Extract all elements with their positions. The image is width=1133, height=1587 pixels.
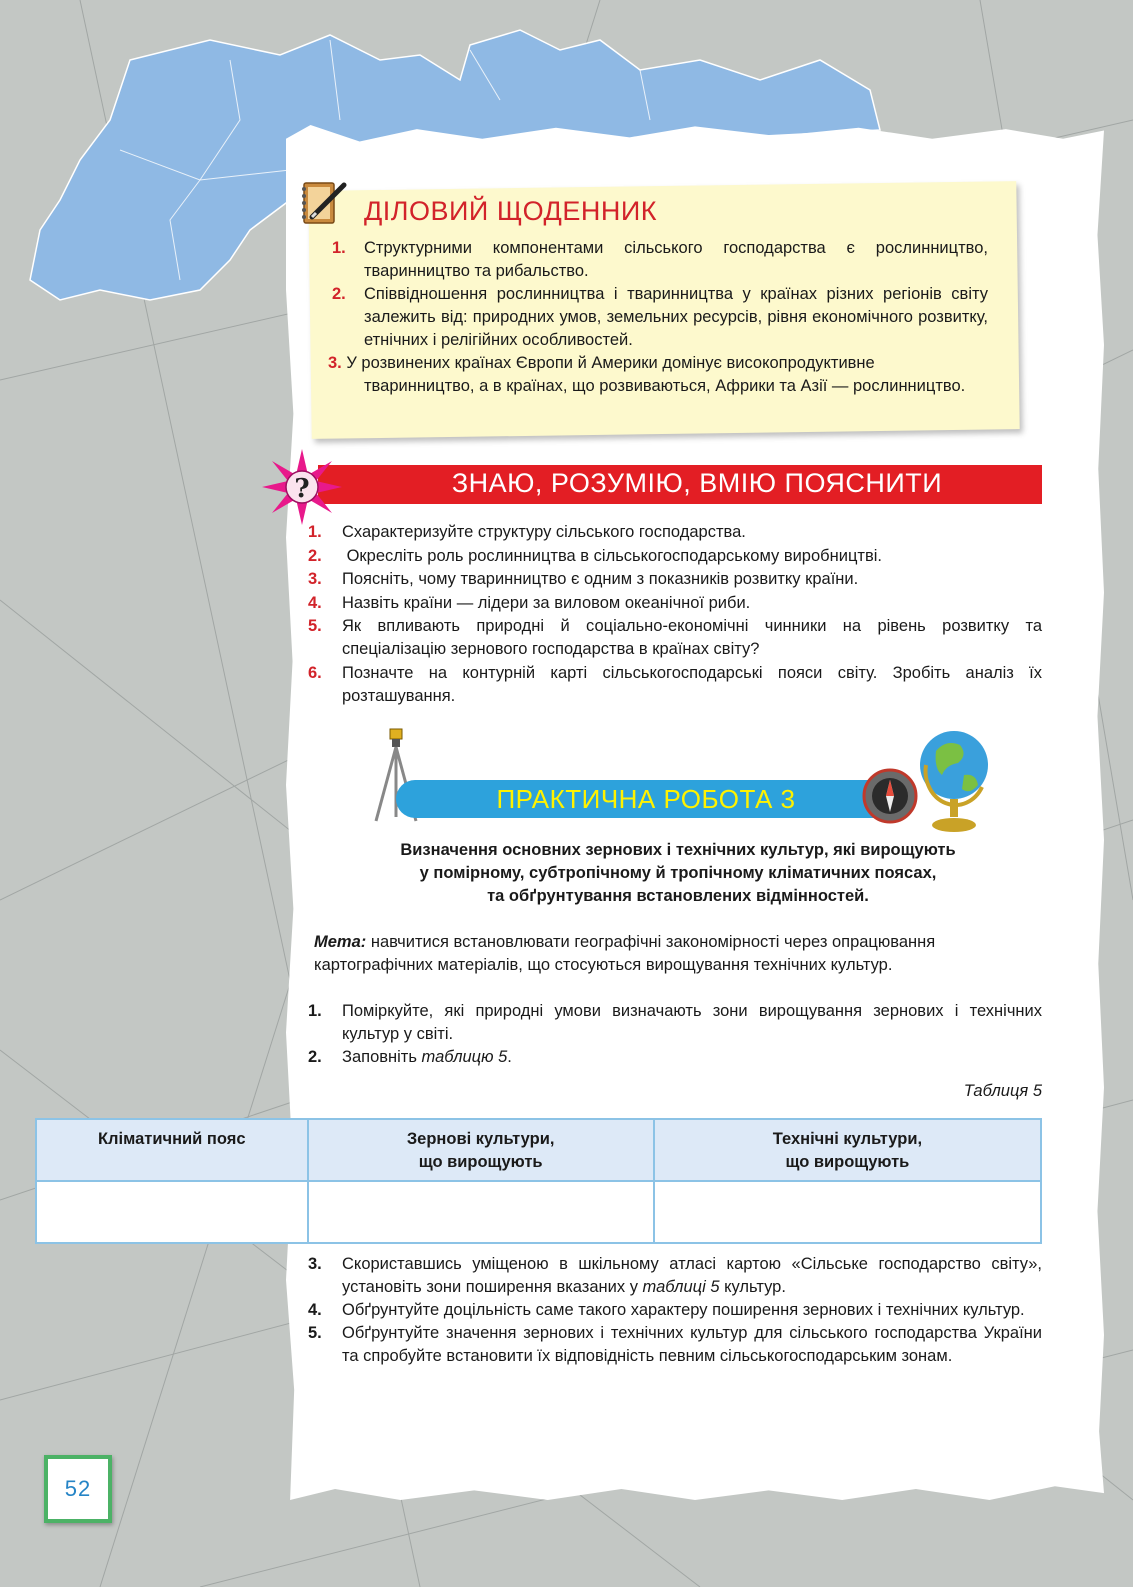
table-header-row	[36, 1119, 1041, 1181]
list-item: 3. Поясніть, чому тваринництво є одним з показників розвитку країни.	[308, 570, 859, 588]
table-cell[interactable]	[36, 1181, 308, 1243]
list-item: 1. Поміркуйте, які природні умови визначають зони вирощування зернових і технічних культур у світі.	[308, 1002, 1042, 1043]
table-caption: Таблиця 5	[963, 1082, 1042, 1100]
list-item: 4. Обґрунтуйте доцільність саме такого характеру поширення зернових і технічних культур.	[308, 1301, 1025, 1319]
list-item: 4. Назвіть країни — лідери за виловом океанічної риби.	[308, 593, 751, 612]
list-item: 1. Структурними компонентами сільського господарства є рослинництво, тваринництво та рибальство.	[332, 239, 988, 280]
list-item: 5. Обґрунтуйте значення зернових і технічних культур для сільського господарства України та спробуйте встановити їх відповідність певним сільськогосподарським зонам.	[308, 1324, 1042, 1365]
table-header-technical: Технічні культури, що вирощують	[654, 1119, 1041, 1181]
globe-icon	[916, 725, 992, 833]
tasks-list-b	[308, 1253, 1042, 1368]
goal-paragraph	[314, 931, 1042, 977]
tasks-list-a	[308, 1000, 1042, 1069]
compass-icon	[862, 768, 918, 824]
list-item: 2. Окресліть роль рослинництва в сільськогосподарському виробництві.	[308, 546, 882, 565]
table-5	[35, 1118, 1042, 1244]
goal-text: навчитися встановлювати географічні закономірності через опрацювання картографічних матеріалів, що стосуються вирощування технічних культур.	[314, 933, 936, 974]
svg-text:?: ?	[294, 474, 310, 504]
list-item: 2. Заповніть таблицю 5.	[308, 1048, 512, 1066]
goal-label: Мета:	[314, 933, 367, 951]
table-header-grain: Зернові культури, що вирощують	[308, 1119, 654, 1181]
list-item: 5. Як впливають природні й соціально-економічні чинники на рівень розвитку та спеціалізацію зернового господарства в країнах світу?	[308, 617, 1042, 658]
list-item: 3. У розвинених країнах Європи й Америки домінує високопродуктивне	[328, 354, 875, 372]
list-item: 3. Скориставшись уміщеною в шкільному атласі картою «Сільське господарство світу», установіть зони поширення вказаних у таблиці 5 культур.	[308, 1255, 1042, 1296]
diary-list	[328, 237, 988, 398]
questions-list	[308, 521, 1042, 708]
list-item: 2. Співвідношення рослинництва і тваринництва у країнах різних регіонів світу залежить від: природних умов, земельних ресурсів, рівня економічного розвитку, етнічних і релігійних особливостей.	[332, 285, 988, 349]
section-title: ЗНАЮ, РОЗУМІЮ, ВМІЮ ПОЯСНИТИ	[451, 468, 943, 498]
list-item: 1. Схарактеризуйте структуру сільського господарства.	[308, 523, 746, 541]
notebook-pen-icon	[298, 177, 350, 229]
list-item-continuation: тваринництво, а в країнах, що розвиваються, Африки та Азії — рослинництво.	[364, 377, 966, 395]
table-cell[interactable]	[654, 1181, 1041, 1243]
table-header-climate: Кліматичний пояс	[36, 1119, 308, 1181]
question-star-icon	[260, 447, 344, 527]
page-number: 52	[64, 1476, 92, 1501]
practical-title: ПРАКТИЧНА РОБОТА 3	[496, 784, 796, 814]
diary-title: ДІЛОВИЙ ЩОДЕННИК	[364, 196, 657, 226]
list-item: 6. Позначте на контурній карті сільськогосподарські пояси світу. Зробіть аналіз їх розташування.	[308, 663, 1042, 705]
table-row	[36, 1181, 1041, 1243]
table-cell[interactable]	[308, 1181, 654, 1243]
practical-heading: Визначення основних зернових і технічних культур, які вирощують у помірному, субтропічному й тропічному кліматичних поясах, та обґрунтування встановлених відмінностей.	[400, 841, 956, 905]
